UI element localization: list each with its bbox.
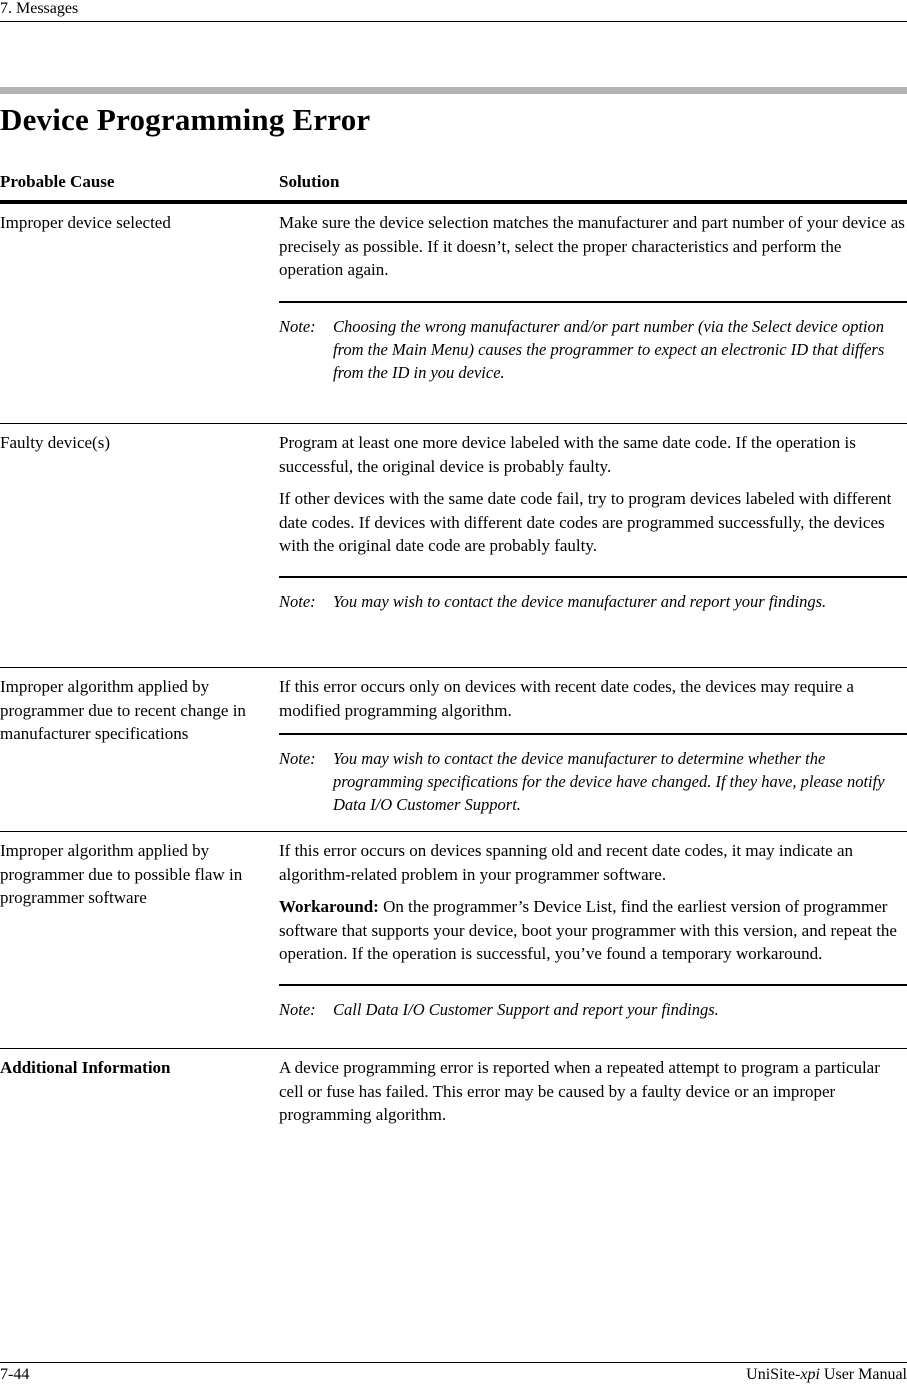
cause-cell: Improper algorithm applied by programmer due to possible flaw in programmer software [0, 841, 243, 907]
manual-title-suffix: User Manual [819, 1366, 907, 1383]
additional-information-label: Additional Information [0, 1058, 171, 1077]
note-text: Call Data I/O Customer Support and report your findings. [333, 999, 719, 1019]
additional-information-text: A device programming error is reported when a repeated attempt to program a particular cell or fuse has failed. This error may be caused by a faulty device or an improper programming algorithm. [279, 1058, 880, 1124]
solution-paragraph: If other devices with the same date code fail, try to program devices labeled with different date codes. If devices with different date codes are programmed successfully, the devices with the original date code are probably faulty. [279, 489, 892, 555]
page-footer [0, 1362, 907, 1389]
cause-cell: Improper algorithm applied by programmer due to recent change in manufacturer specifications [0, 677, 246, 743]
workaround-text: On the programmer’s Device List, find the earliest version of programmer software that supports your device, boot your programmer with this version, and repeat the operation. If the operation is successful, you’ve found a temporary workaround. [279, 897, 897, 963]
title-rule [0, 87, 907, 94]
solution-paragraph: Make sure the device selection matches the manufacturer and part number of your device as precisely as possible. If it doesn’t, select the proper characteristics and perform the operation again. [279, 213, 905, 279]
workaround-paragraph [279, 895, 907, 966]
additional-information-row [0, 1049, 907, 1127]
table-row [0, 204, 907, 424]
solution-cell [279, 204, 907, 423]
solution-paragraph: If this error occurs on devices spanning old and recent date codes, it may indicate an algorithm-related problem in your programmer software. [279, 841, 854, 884]
cause-cell: Improper device selected [0, 213, 171, 232]
note-text: You may wish to contact the device manufacturer and report your findings. [333, 591, 827, 611]
note [279, 986, 907, 1028]
note [279, 735, 907, 823]
note-label: Note: [279, 749, 316, 768]
page-title: Device Programming Error [0, 102, 371, 137]
note-label: Note: [279, 999, 316, 1019]
workaround-label: Workaround: [279, 897, 379, 916]
note [279, 578, 907, 620]
manual-title-prefix: UniSite- [746, 1366, 801, 1383]
column-header-cause: Probable Cause [0, 172, 115, 191]
note [279, 303, 907, 391]
note-label: Note: [279, 591, 316, 611]
table-row [0, 424, 907, 668]
solution-cell [279, 668, 907, 831]
page-number: 7-44 [0, 1366, 30, 1383]
cause-solution-table [0, 168, 907, 1127]
solution-paragraph: If this error occurs only on devices with recent date codes, the devices may require a modified programming algorithm. [279, 677, 854, 720]
manual-title-italic: xpi [800, 1366, 820, 1383]
cause-cell: Faulty device(s) [0, 433, 110, 452]
solution-cell [279, 832, 907, 1048]
note-text: Choosing the wrong manufacturer and/or part number (via the Select device option from the Main Menu) causes the programmer to expect an electronic ID that differs from the ID in you device. [333, 316, 885, 382]
column-header-solution: Solution [279, 172, 340, 191]
table-row [0, 668, 907, 832]
note-text: You may wish to contact the device manufacturer to determine whether the programming specifications for the device have changed. If they have, please notify Data I/O Customer Support. [333, 749, 885, 814]
note-label: Note: [279, 316, 316, 336]
table-row [0, 832, 907, 1049]
table-header [0, 168, 907, 204]
manual-title [746, 1363, 907, 1389]
running-head: 7. Messages [0, 0, 907, 22]
solution-cell [279, 424, 907, 667]
solution-paragraph: Program at least one more device labeled with the same date code. If the operation is successful, the original device is probably faulty. [279, 433, 856, 476]
